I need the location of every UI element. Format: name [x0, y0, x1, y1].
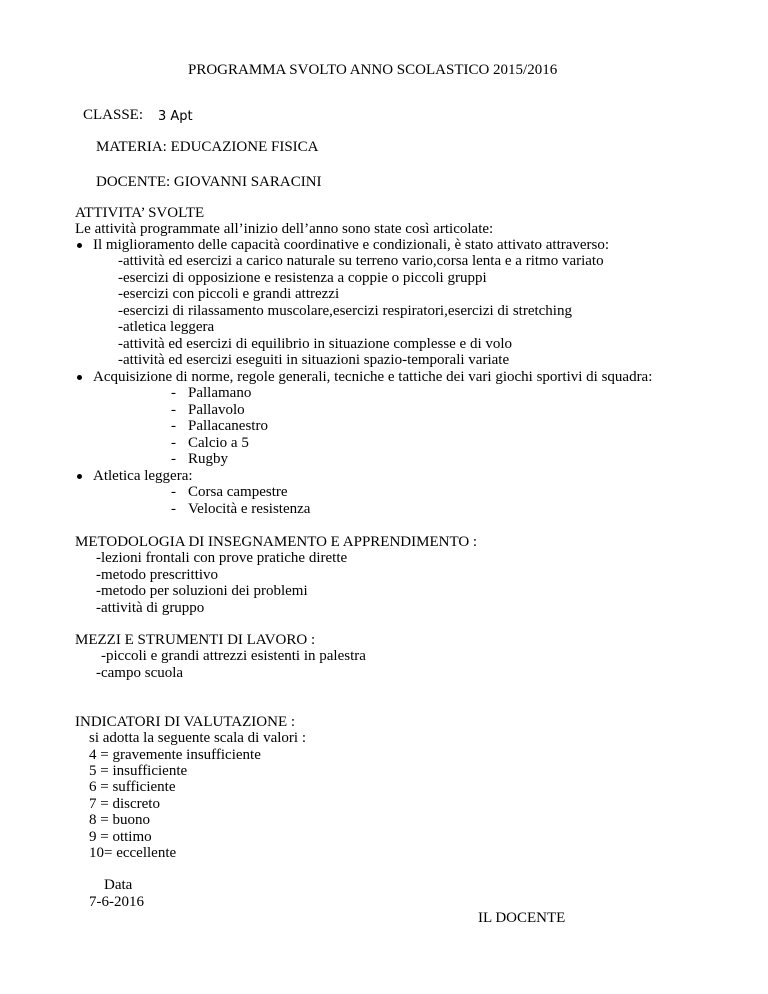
list-item: -esercizi con piccoli e grandi attrezzi: [118, 286, 340, 302]
list-item: -metodo per soluzioni dei problemi: [96, 583, 308, 599]
dash-marker: -: [171, 385, 176, 401]
materia-line: MATERIA: EDUCAZIONE FISICA: [96, 139, 319, 155]
list-item: -piccoli e grandi attrezzi esistenti in palestra: [101, 648, 366, 664]
dash-marker: -: [171, 418, 176, 434]
date-value: 7-6-2016: [89, 894, 144, 910]
bullet-icon: [77, 243, 82, 248]
scale-item: 8 = buono: [89, 812, 150, 828]
data-label: Data: [104, 877, 133, 893]
list-item: Pallamano: [188, 385, 252, 401]
list-item: -esercizi di rilassamento muscolare,esercizi respiratori,esercizi di stretching: [118, 303, 572, 319]
list-item: -attività ed esercizi eseguiti in situazioni spazio-temporali variate: [118, 352, 510, 368]
docente-line: DOCENTE: GIOVANNI SARACINI: [96, 174, 322, 190]
list-item: Pallavolo: [188, 402, 245, 418]
dash-marker: -: [171, 501, 176, 517]
bullet-atletica: Atletica leggera:: [93, 468, 193, 484]
list-item: Corsa campestre: [188, 484, 288, 500]
indicatori-heading: INDICATORI DI VALUTAZIONE :: [75, 714, 296, 730]
page-title: PROGRAMMA SVOLTO ANNO SCOLASTICO 2015/2016: [188, 62, 558, 78]
list-item: Pallacanestro: [188, 418, 268, 434]
list-item: Calcio a 5: [188, 435, 249, 451]
scale-item: 6 = sufficiente: [89, 779, 176, 795]
classe-value: 3 Apt: [158, 109, 193, 124]
dash-marker: -: [171, 451, 176, 467]
bullet-icon: [77, 375, 82, 380]
bullet-giochi: Acquisizione di norme, regole generali, tecniche e tattiche dei vari giochi sportivi di squadra:: [93, 369, 653, 385]
list-item: Rugby: [188, 451, 229, 467]
list-item: -attività ed esercizi di equilibrio in situazione complesse e di volo: [118, 336, 513, 352]
scale-item: 7 = discreto: [89, 796, 160, 812]
list-item: -campo scuola: [96, 665, 184, 681]
dash-marker: -: [171, 484, 176, 500]
metodologia-heading: METODOLOGIA DI INSEGNAMENTO E APPRENDIMENTO :: [75, 534, 478, 550]
list-item: -atletica leggera: [118, 319, 215, 335]
list-item: -esercizi di opposizione e resistenza a coppie o piccoli gruppi: [118, 270, 487, 286]
list-item: -metodo prescrittivo: [96, 567, 219, 583]
list-item: -attività ed esercizi a carico naturale su terreno vario,corsa lenta e a ritmo variato: [118, 253, 604, 269]
dash-marker: -: [171, 435, 176, 451]
scale-item: 4 = gravemente insufficiente: [89, 747, 261, 763]
dash-marker: -: [171, 402, 176, 418]
attivita-heading: ATTIVITA’ SVOLTE: [75, 205, 205, 221]
mezzi-heading: MEZZI E STRUMENTI DI LAVORO :: [75, 632, 316, 648]
list-item: -attività di gruppo: [96, 600, 205, 616]
scale-item: 5 = insufficiente: [89, 763, 188, 779]
bullet-icon: [77, 474, 82, 479]
signature-label: IL DOCENTE: [478, 910, 566, 926]
bullet-coordinative: Il miglioramento delle capacità coordinative e condizionali, è stato attivato attraverso:: [93, 237, 610, 253]
indicatori-intro: si adotta la seguente scala di valori :: [89, 730, 307, 746]
scale-item: 10= eccellente: [89, 845, 177, 861]
scale-item: 9 = ottimo: [89, 829, 152, 845]
list-item: -lezioni frontali con prove pratiche dirette: [96, 550, 348, 566]
classe-label: CLASSE:: [83, 107, 144, 123]
list-item: Velocità e resistenza: [188, 501, 311, 517]
attivita-intro: Le attività programmate all’inizio dell’anno sono state così articolate:: [75, 221, 494, 237]
